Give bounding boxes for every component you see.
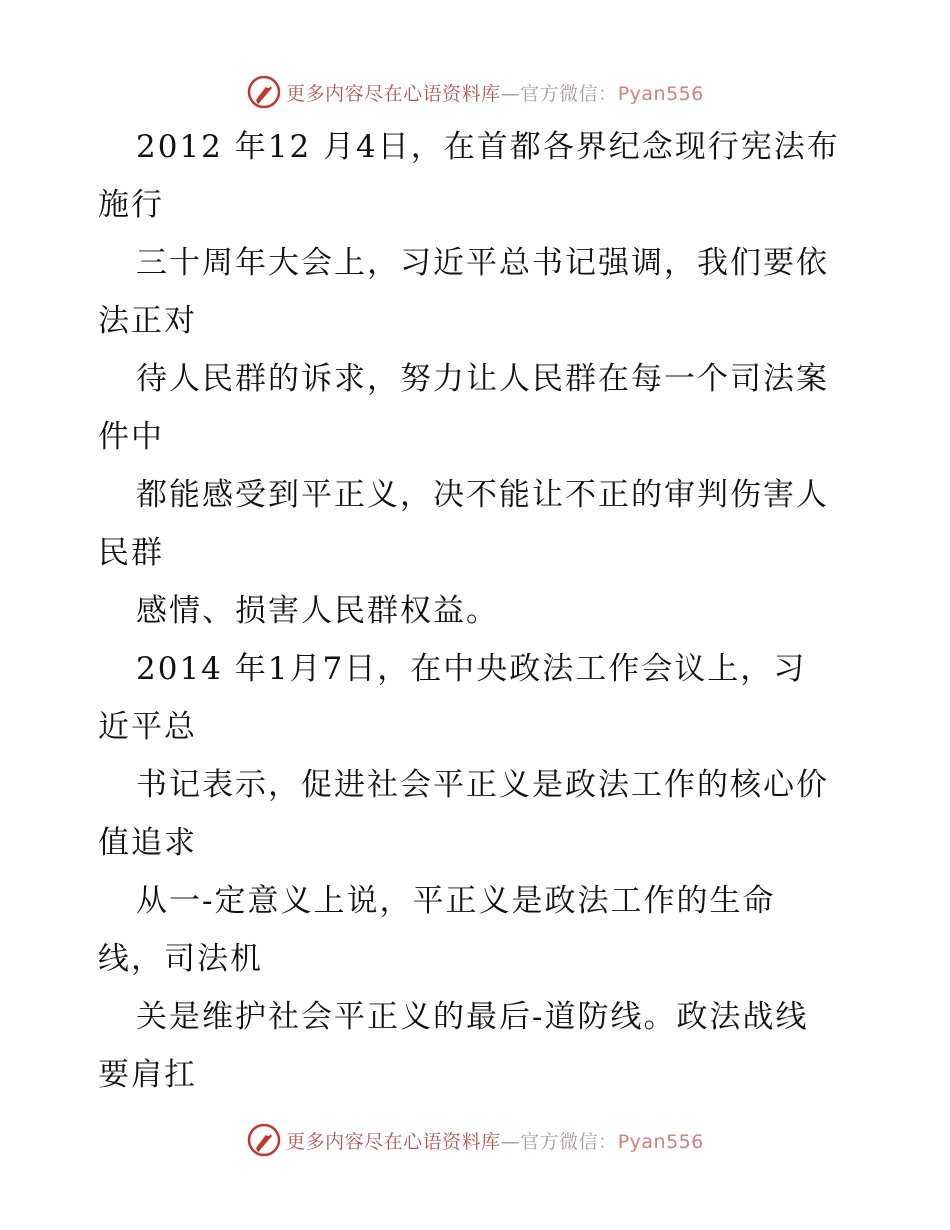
text-line: 从一-定意义上说，平正义是政法工作的生命 [136, 883, 776, 919]
text-line: 三十周年大会上，习近平总书记强调，我们要依 [136, 245, 829, 281]
text-line: 要肩扛 [98, 1057, 197, 1093]
banner-wechat-id: Pyan556 [617, 1130, 704, 1153]
banner-wechat-id: Pyan556 [617, 82, 704, 105]
text-line: 书记表示，促进社会平正义是政法工作的核心价 [136, 767, 829, 803]
text-line: 施行 [98, 187, 164, 223]
text-line: 关是维护社会平正义的最后-道防线。政法战线 [136, 999, 809, 1035]
text-line: 2014 年1月7日，在中央政法工作会议上，习 [136, 651, 807, 687]
text-line: 民群 [98, 535, 164, 571]
pen-logo-icon [246, 1122, 282, 1158]
banner-main-text: 更多内容尽在心语资料库 [286, 82, 501, 105]
banner-text [286, 79, 704, 106]
text-line: 值追求 [98, 825, 197, 861]
banner-main-text: 更多内容尽在心语资料库 [286, 1130, 501, 1153]
banner-dash: — [500, 1130, 521, 1153]
text-line: 待人民群的诉求，努力让人民群在每一个司法案 [136, 361, 829, 397]
footer-banner [0, 1120, 950, 1160]
banner-dash: — [500, 82, 521, 105]
document-body [98, 118, 858, 1104]
text-line: 件中 [98, 419, 164, 455]
header-banner [0, 72, 950, 112]
text-line: 近平总 [98, 709, 197, 745]
text-line: 2012 年12 月4日，在首都各界纪念现行宪法布 [136, 129, 840, 165]
text-line: 都能感受到平正义，决不能让不正的审判伤害人 [136, 477, 829, 513]
banner-text [286, 1127, 704, 1154]
text-line: 线，司法机 [98, 941, 263, 977]
banner-wechat-label: 官方微信： [520, 82, 618, 105]
text-line: 法正对 [98, 303, 197, 339]
pen-logo-icon [246, 74, 282, 110]
banner-wechat-label: 官方微信： [520, 1130, 618, 1153]
text-line: 感情、损害人民群权益。 [136, 593, 499, 629]
